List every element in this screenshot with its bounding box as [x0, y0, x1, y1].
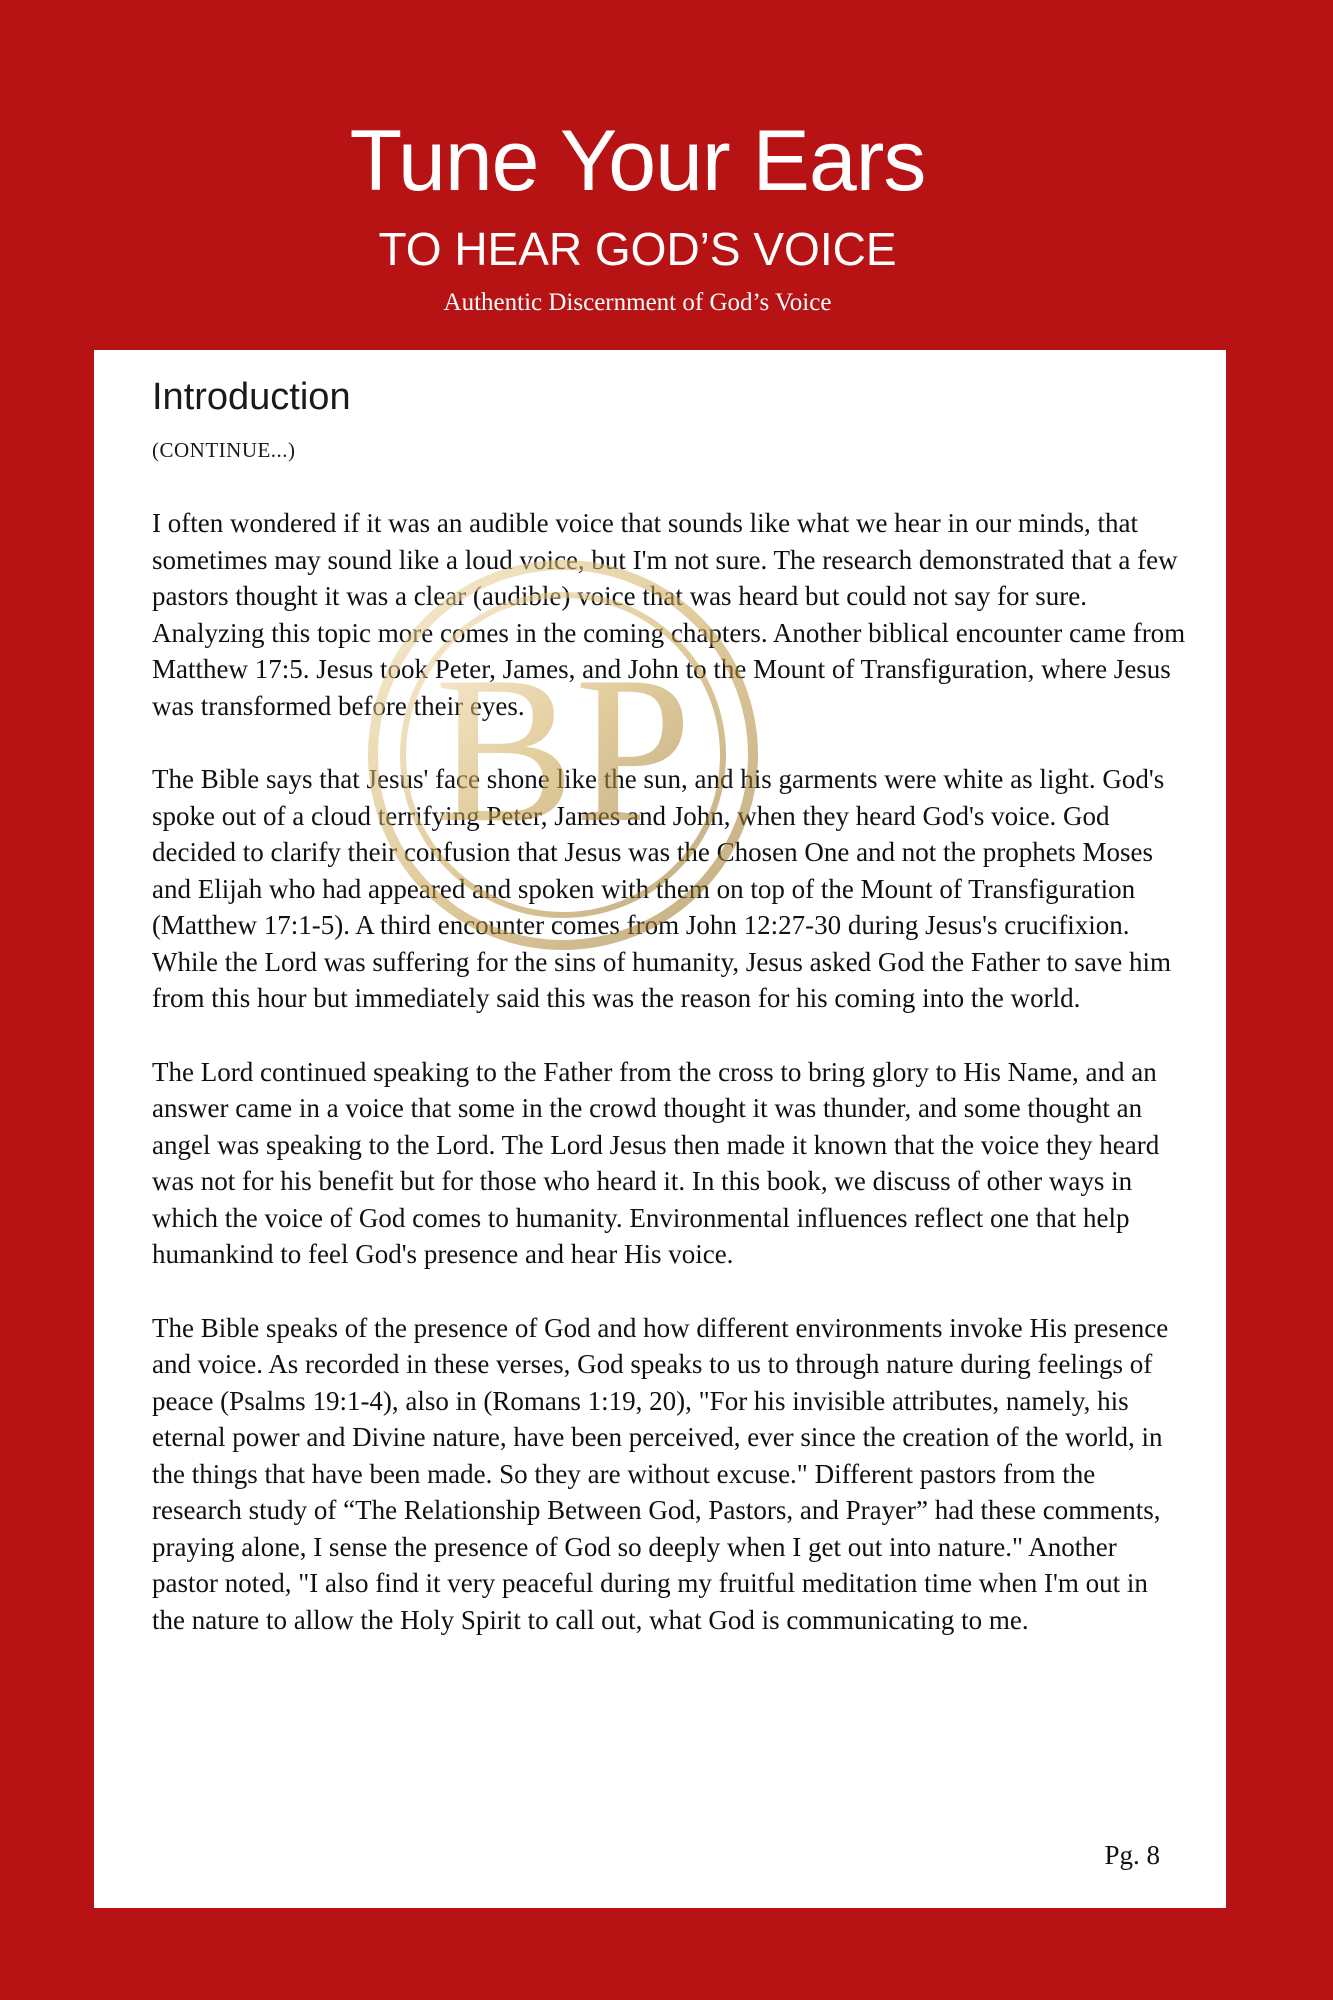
page-tagline: Authentic Discernment of God’s Voice [443, 289, 832, 316]
paragraph: I often wondered if it was an audible voice that sounds like what we hear in our minds, that sometimes may sound like a loud voice, but I'm not sure. The research demonstrated that a few pastors thought it was a clear (audible) voice that was heard but could not say for sure. Analyzing this topic more comes in the coming chapters. Another biblical encounter came from Matthew 17:5. Jesus took Peter, James, and John to the Mount of Transfiguration, where Jesus was transformed before their eyes. [152, 508, 1186, 721]
paragraph: The Bible speaks of the presence of God and how different environments invoke His presence and voice. As recorded in these verses, God speaks to us to through nature during feelings of peace (Psalms 19:1-4), also in (Romans 1:19, 20), "For his invisible attributes, namely, his eternal power and Divine nature, have been perceived, ever since the creation of the world, in the things that have been made. So they are without excuse." Different pastors from the research study of “The Relationship Between God, Pastors, and Prayer” had these comments, praying alone, I sense the presence of God so deeply when I get out into nature." Another pastor noted, "I also find it very peaceful during my fruitful meditation time when I'm out in the nature to allow the Holy Spirit to call out, what God is communicating to me. [152, 1312, 1169, 1635]
body-text [152, 505, 1187, 1675]
section-subtitle: (CONTINUE...) [152, 438, 296, 462]
page-title: Tune Your Ears [349, 113, 926, 209]
page-number: Pg. 8 [1104, 1840, 1160, 1870]
watermark-monogram: BP [434, 634, 692, 866]
paragraph: The Bible says that Jesus' face shone like the sun, and his garments were white as light. God's spoke out of a cloud terrifying Peter, James and John, when they heard God's voice. God decided to clarify their confusion that Jesus was the Chosen One and not the prophets Moses and Elijah who had appeared and spoken with them on top of the Mount of Transfiguration (Matthew 17:1-5). A third encounter comes from John 12:27-30 during Jesus's crucifixion. While the Lord was suffering for the sins of humanity, Jesus asked God the Father to save him from this hour but immediately said this was the reason for his coming into the world. [152, 764, 1172, 1013]
section-title: Introduction [152, 376, 351, 418]
content-card [94, 350, 1226, 1908]
paragraph: The Lord continued speaking to the Father from the cross to bring glory to His Name, and an answer came in a voice that some in the crowd thought it was thunder, and some thought an angel was speaking to the Lord. The Lord Jesus then made it known that the voice they heard was not for his benefit but for those who heard it. In this book, we discuss of other ways in which the voice of God comes to humanity. Environmental influences reflect one that help humankind to feel God's presence and hear His voice. [152, 1056, 1160, 1269]
page-subtitle: TO HEAR GOD’S VOICE [378, 223, 897, 275]
